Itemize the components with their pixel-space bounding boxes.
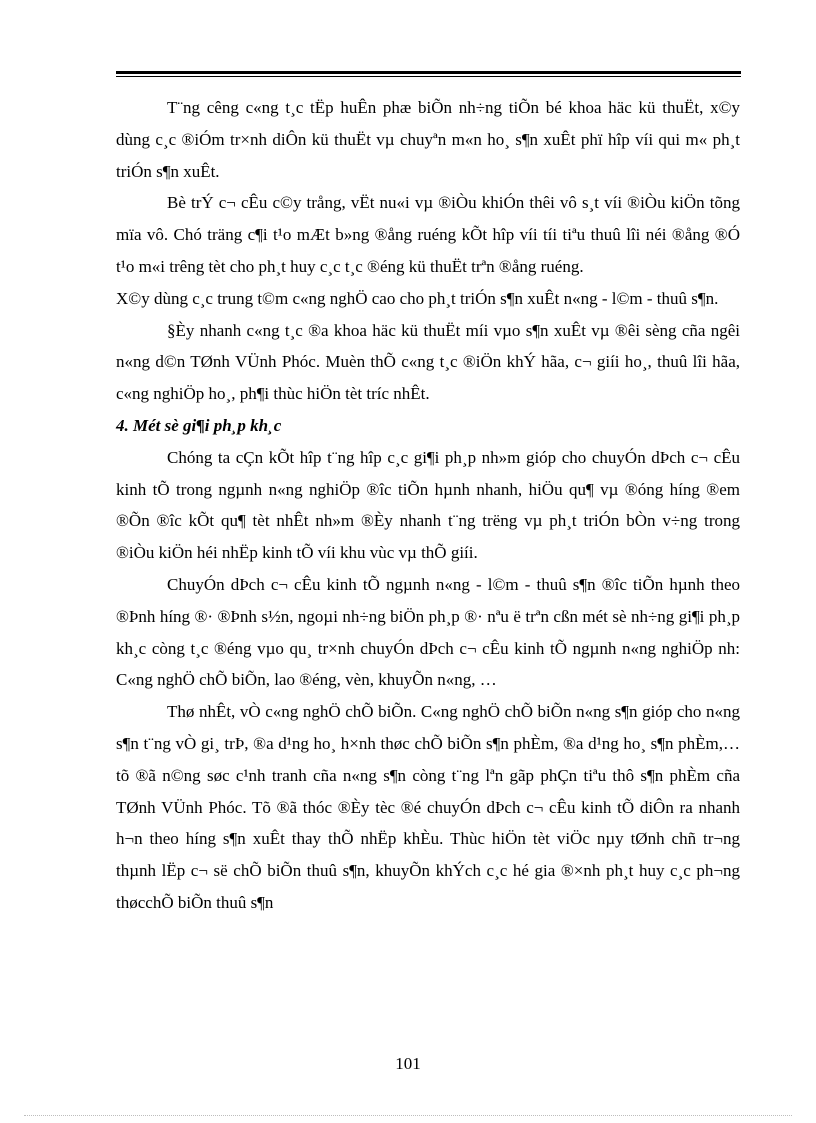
section-heading: 4. Mét sè gi¶i ph¸p kh¸c	[116, 415, 282, 435]
paragraph-6: ChuyÓn dÞch c¬ cÊu kinh tÕ ngµnh n«ng - l©m - thuû s¶n ®îc tiÕn hµnh theo ®Þnh híng ®· ®Þnh s½n, ngoµi nh÷ng biÖn ph¸p ®· nªu ë trªn cßn mét sè nh÷ng gi¶i ph¸p kh¸c còng t¸c ®éng vµo qu¸ tr×nh chuyÓn dÞch c¬ cÊu kinh tÕ ngµnh n«ng nghiÖp nh: C«ng nghÖ chÕ biÕn, lao ®éng, vèn, khuyÕn n«ng, …	[116, 574, 740, 690]
paragraph-5: Chóng ta cÇn kÕt hîp t¨ng hîp c¸c gi¶i ph¸p nh»m gióp cho chuyÓn dÞch c¬ cÊu kinh tÕ trong ngµnh n«ng nghiÖp ®îc tiÕn hµnh nhanh, hiÖu qu¶ vµ ®óng híng ®em ®Õn ®îc kÕt qu¶ tèt nhÊt nh»m ®Èy nhanh t¨ng trëng vµ ph¸t triÓn bÒn v÷ng trong ®iÒu kiÖn héi nhËp kinh tÕ víi khu vùc vµ thÕ giíi.	[116, 447, 740, 563]
header-rule-thick	[116, 71, 741, 74]
paragraph-4: §Èy nhanh c«ng t¸c ®a khoa häc kü thuËt míi vµo s¶n xuÊt vµ ®êi sèng cña ngêi n«ng d©n TØnh VÜnh Phóc. Muèn thÕ c«ng t¸c ®iÖn khÝ hãa, c¬ giíi ho¸, thuû lîi hãa, c«ng nghiÖp ho¸, ph¶i thùc hiÖn tèt tríc nhÊt.	[116, 320, 740, 404]
paragraph-7: Thø nhÊt, vÒ c«ng nghÖ chÕ biÕn. C«ng nghÖ chÕ biÕn n«ng s¶n gióp cho n«ng s¶n t¨ng vÒ gi¸ trÞ, ®a d¹ng ho¸ h×nh thøc chÕ biÕn s¶n phÈm, ®a d¹ng ho¸ s¶n phÈm,… tõ ®ã n©ng søc c¹nh tranh cña n«ng s¶n còng t¨ng lªn gãp phÇn tiªu thô s¶n phÈm cña TØnh VÜnh Phóc. Tõ ®ã thóc ®Èy tèc ®é chuyÓn dÞch c¬ cÊu kinh tÕ diÔn ra nhanh h¬n theo híng s¶n xuÊt thay thÕ nhËp khÈu. Thùc hiÖn tèt viÖc nµy tØnh chñ tr¬ng thµnh lËp c¬ së chÕ biÕn thuû s¶n, khuyÕn khÝch c¸c hé gia ®×nh ph¸t huy c¸c ph¬ng thøcchÕ biÕn thuû s¶n	[116, 702, 740, 912]
header-rule-thin	[116, 76, 741, 77]
page-number: 101	[395, 1054, 421, 1073]
page-bottom-divider	[24, 1115, 792, 1116]
body-text	[116, 92, 740, 919]
paragraph-2: Bè trÝ c¬ cÊu c©y trång, vËt nu«i vµ ®iÒu khiÓn thêi vô s¸t víi ®iÒu kiÖn tõng mïa vô. Chó träng c¶i t¹o mÆt b»ng ®ång ruéng kÕt hîp víi tíi tiªu thuû lîi néi ®ång ®Ó t¹o m«i trêng tèt cho ph¸t huy c¸c t¸c ®éng kü thuËt trªn ®ång ruéng.	[116, 193, 740, 276]
paragraph-1: T¨ng cêng c«ng t¸c tËp huÊn phæ biÕn nh÷ng tiÕn bé khoa häc kü thuËt, x©y dùng c¸c ®iÓm tr×nh diÔn kü thuËt vµ chuyªn m«n ho¸ s¶n xuÊt phï hîp víi qui m« ph¸t triÓn s¶n xuÊt.	[116, 98, 740, 181]
paragraph-3: X©y dùng c¸c trung t©m c«ng nghÖ cao cho ph¸t triÓn s¶n xuÊt n«ng - l©m - thuû s¶n.	[116, 288, 719, 308]
